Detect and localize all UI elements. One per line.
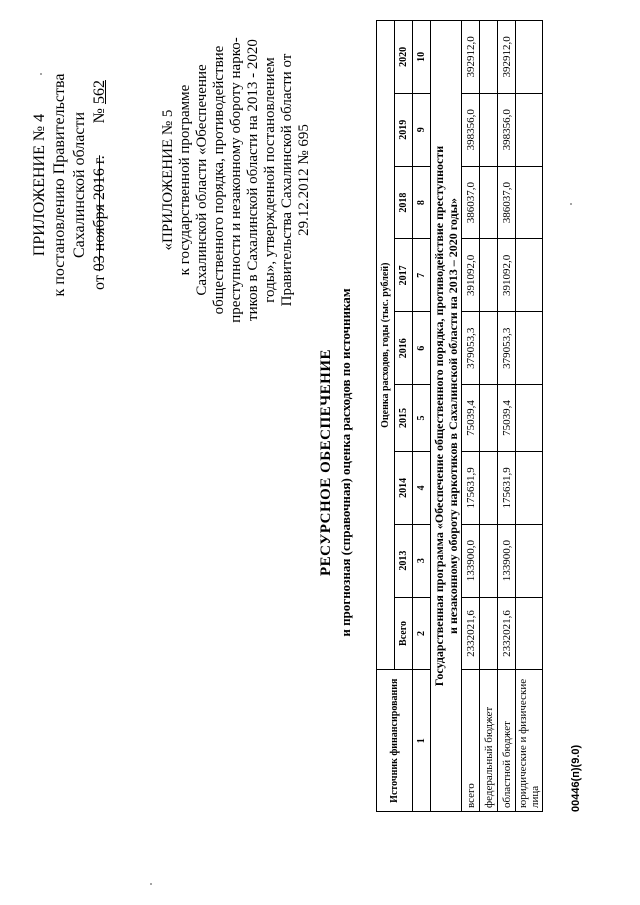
scan-speck xyxy=(150,883,152,885)
table-row xyxy=(462,21,480,812)
program-title-line: и незаконному обороту наркотиков в Сахалинской области на 2013 – 2020 годы» xyxy=(446,198,460,634)
cell-value xyxy=(516,21,543,94)
cell-value: 379053,3 xyxy=(498,312,516,385)
note-line: к государственной программе xyxy=(177,84,193,276)
cell-value xyxy=(480,239,498,312)
cell-value: 386037,0 xyxy=(462,166,480,239)
col-num: 9 xyxy=(413,93,431,166)
cell-value xyxy=(480,312,498,385)
note-line: общественного порядка, противодействие xyxy=(211,45,227,315)
note-line: Сахалинской области «Обеспечение xyxy=(194,64,210,296)
cell-value xyxy=(480,597,498,670)
column-number-row xyxy=(413,21,431,812)
header-year: 2018 xyxy=(395,166,413,239)
cell-value: 391092,0 xyxy=(498,239,516,312)
document-title: РЕСУРСНОЕ ОБЕСПЕЧЕНИЕ xyxy=(318,348,334,577)
col-num: 7 xyxy=(413,239,431,312)
cell-value: 133900,0 xyxy=(498,524,516,597)
appendix-header xyxy=(30,25,110,345)
row-label: всего xyxy=(462,670,480,812)
cell-value: 75039,4 xyxy=(498,385,516,452)
col-num: 2 xyxy=(413,597,431,670)
header-year: 2014 xyxy=(395,451,413,524)
program-title-line: Государственная программа «Обеспечение общественного порядка, противодействие преступности xyxy=(432,145,446,687)
cell-value: 133900,0 xyxy=(462,524,480,597)
resource-table xyxy=(376,20,543,812)
note-line: Правительства Сахалинской области от xyxy=(279,53,295,307)
appendix-title: ПРИЛОЖЕНИЕ № 4 xyxy=(31,113,48,257)
header-source: Источник финансирования xyxy=(377,670,413,812)
col-num: 1 xyxy=(413,670,431,812)
note-line: 29.12.2012 № 695 xyxy=(296,124,312,236)
cell-value xyxy=(480,93,498,166)
header-year: 2019 xyxy=(395,93,413,166)
cell-value xyxy=(516,451,543,524)
cell-value: 391092,0 xyxy=(462,239,480,312)
cell-value xyxy=(480,385,498,452)
col-num: 3 xyxy=(413,524,431,597)
col-num: 5 xyxy=(413,385,431,452)
document-code: 00446(п)(9.0) xyxy=(570,744,582,812)
region-line: Сахалинской области xyxy=(71,111,88,259)
number-label: № xyxy=(91,108,108,124)
cell-value: 398356,0 xyxy=(462,93,480,166)
cell-value: 398356,0 xyxy=(498,93,516,166)
note-line: тиков в Сахалинской области на 2013 - 2020 xyxy=(245,39,261,321)
note-line: годы», утвержденной постановлением xyxy=(262,57,278,303)
document-subtitle: и прогнозная (справочная) оценка расходов по источникам xyxy=(338,288,353,637)
decree-number: 562 xyxy=(91,80,108,105)
cell-value xyxy=(516,597,543,670)
row-label: федеральный бюджет xyxy=(480,670,498,812)
table-header-row xyxy=(377,21,395,812)
cell-value xyxy=(516,93,543,166)
row-label: областной бюджет xyxy=(498,670,516,812)
header-estimate: Оценка расходов, годы (тыс. рублей) xyxy=(377,21,395,670)
cell-value xyxy=(516,312,543,385)
table-row xyxy=(516,21,543,812)
date-prefix: от xyxy=(91,275,108,290)
cell-value xyxy=(480,21,498,94)
decree-line: к постановлению Правительства xyxy=(51,73,68,297)
program-title-row xyxy=(431,21,462,812)
cell-value xyxy=(516,524,543,597)
col-num: 6 xyxy=(413,312,431,385)
row-label: юридические и физические лица xyxy=(516,670,543,812)
note-line: «ПРИЛОЖЕНИЕ № 5 xyxy=(160,109,176,251)
cell-value: 2332021,6 xyxy=(462,597,480,670)
cell-value: 392912,0 xyxy=(462,21,480,94)
header-total: Всего xyxy=(395,597,413,670)
program-title xyxy=(431,21,462,812)
cell-value: 2332021,6 xyxy=(498,597,516,670)
cell-value: 175631,9 xyxy=(462,451,480,524)
header-year: 2016 xyxy=(395,312,413,385)
decree-date: 03 ноября 2016 г. xyxy=(91,155,108,272)
cell-value xyxy=(480,524,498,597)
cell-value xyxy=(516,385,543,452)
cell-value: 75039,4 xyxy=(462,385,480,452)
cell-value: 386037,0 xyxy=(498,166,516,239)
header-year: 2017 xyxy=(395,239,413,312)
col-num: 10 xyxy=(413,21,431,94)
cell-value: 379053,3 xyxy=(462,312,480,385)
note-line: преступности и незаконному обороту нарко- xyxy=(228,37,244,323)
cell-value xyxy=(480,451,498,524)
cell-value: 392912,0 xyxy=(498,21,516,94)
scan-speck xyxy=(570,203,572,205)
header-year: 2020 xyxy=(395,21,413,94)
date-line xyxy=(90,25,110,345)
scan-speck xyxy=(40,73,42,75)
col-num: 8 xyxy=(413,166,431,239)
cell-value: 175631,9 xyxy=(498,451,516,524)
col-num: 4 xyxy=(413,451,431,524)
cell-value xyxy=(516,239,543,312)
table-row xyxy=(498,21,516,812)
cell-value xyxy=(516,166,543,239)
header-year: 2015 xyxy=(395,385,413,452)
table-row xyxy=(480,21,498,812)
program-appendix-note xyxy=(160,15,313,345)
header-year: 2013 xyxy=(395,524,413,597)
cell-value xyxy=(480,166,498,239)
